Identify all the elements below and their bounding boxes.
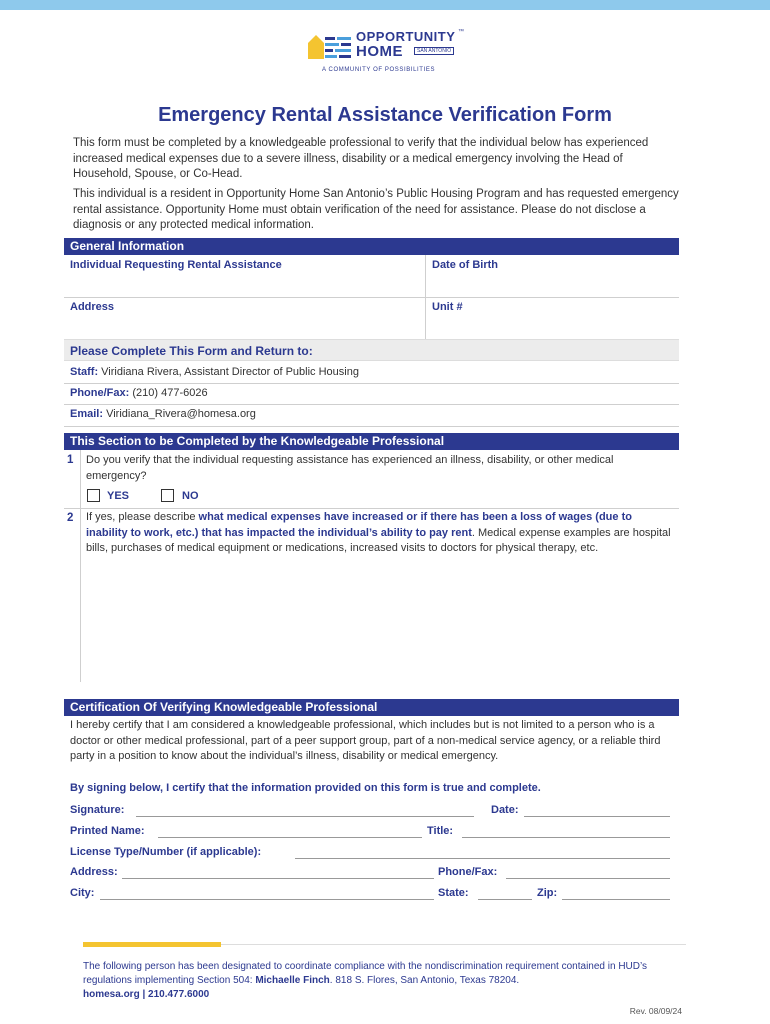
cert-phonefax-line[interactable] [506,878,670,879]
dob-label: Date of Birth [432,259,498,271]
email-row [70,408,256,420]
printed-name-label: Printed Name: [70,825,145,837]
row-divider [64,426,679,427]
address-label: Address [70,301,115,313]
yes-checkbox[interactable] [87,489,100,502]
state-label: State: [438,887,469,899]
logo-trademark: ™ [458,29,464,35]
footer-contact-name: Michaelle Finch [255,975,330,986]
q2-post: . Medical expense examples are hospital bills, purchases of medical equipment or medications, increased visits to doctors for physical therapy, etc. [86,526,671,554]
city-label: City: [70,887,95,899]
staff-value: Viridiana Rivera, Assistant Director of Public Housing [101,366,359,378]
cert-address-label: Address: [70,866,118,878]
row-divider [64,508,679,509]
date-label: Date: [491,804,519,816]
date-line[interactable] [524,816,670,817]
license-label: License Type/Number (if applicable): [70,846,262,858]
individual-label: Individual Requesting Rental Assistance [70,259,282,271]
cert-phonefax-label: Phone/Fax: [438,866,498,878]
row-divider [64,404,679,405]
intro-paragraph-2: This individual is a resident in Opportunity Home San Antonio’s Public Housing Program and has requested emergency rental assistance. Opportunity Home must obtain verification of the need for assistance. Please do not disclose a diagnosis or any protected medical information. [73,188,679,231]
logo-tagline: A COMMUNITY OF POSSIBILITIES [322,67,436,73]
form-title: Emergency Rental Assistance Verification Form [158,104,612,126]
footer-contact-address: . 818 S. Flores, San Antonio, Texas 78204. [329,975,520,986]
question-2-number: 2 [67,512,74,524]
footer-website-phone[interactable]: homesa.org | 210.477.6000 [83,989,210,1000]
no-label: NO [182,490,199,502]
certification-text: I hereby certify that I am considered a knowledgeable professional, which includes but is not limited to a person who is a doctor or other medical professional, part of a peer support group, part of a non-medical service agency, or a reliable third party in a position to know about the individual’s illness, disability or medical emergency. [70,719,661,762]
printed-name-line[interactable] [158,837,422,838]
phone-label: Phone/Fax: [70,387,130,399]
yes-label: YES [107,490,130,502]
certification-header: Certification Of Verifying Knowledgeable Professional [64,699,679,716]
logo-san-antonio: SAN ANTONIO [414,47,454,55]
footer-nondiscrimination [83,960,683,988]
q2-pre: If yes, please describe [86,511,199,523]
cert-address-line[interactable] [122,878,434,879]
top-accent-bar [0,0,770,10]
revision-date: Rev. 08/09/24 [629,1006,682,1016]
unit-input[interactable] [428,314,678,338]
footer-rule [221,944,686,945]
question-2-text [86,510,676,557]
house-logo-icon [306,31,354,61]
city-line[interactable] [100,899,434,900]
email-value[interactable]: Viridiana_Rivera@homesa.org [106,408,256,420]
no-checkbox[interactable] [161,489,174,502]
row-divider [64,297,679,298]
signature-label: Signature: [70,804,125,816]
question-2-response-area[interactable] [86,575,678,680]
individual-input[interactable] [64,272,424,296]
phone-value: (210) 477-6026 [132,387,208,399]
title-label: Title: [427,825,454,837]
zip-line[interactable] [562,899,670,900]
footer-line1: The following person has been designated to coordinate compliance with the nondiscrimination requirement contained in HUD’s regulations implementing Section 504: [83,961,648,986]
question-divider [80,450,81,682]
professional-header: This Section to be Completed by the Knowledgeable Professional [64,433,679,450]
q2-bold: what medical expenses have increased or if there has been a loss of wages (due to inability to work, etc.) that has impacted the individual’s ability to pay rent [86,511,632,539]
license-line[interactable] [295,858,670,859]
intro-paragraph-1: This form must be completed by a knowledgeable professional to verify that the individual below has experienced increased medical expenses due to a severe illness, disability or a medical emergency involving the Head of Household, Spouse, or Co-Head. [73,137,649,180]
footer-accent-bar [83,942,221,947]
question-1-text: Do you verify that the individual requesting assistance has experienced an illness, disability, or other medical emergency? [86,454,614,482]
state-line[interactable] [478,899,532,900]
signature-line[interactable] [136,816,474,817]
logo-word-opportunity: OPPORTUNITY [356,29,456,44]
logo-word-home: HOME [356,43,403,60]
general-info-header: General Information [64,238,679,255]
unit-label: Unit # [432,301,463,313]
opportunity-home-logo [306,27,466,77]
row-divider [64,383,679,384]
question-1-number: 1 [67,454,74,466]
zip-label: Zip: [537,887,558,899]
certification-statement: By signing below, I certify that the information provided on this form is true and complete. [70,782,541,794]
staff-label: Staff: [70,366,99,378]
return-to-header: Please Complete This Form and Return to: [64,339,679,361]
address-input[interactable] [64,314,424,338]
title-line[interactable] [462,837,670,838]
staff-row [70,366,359,378]
email-label: Email: [70,408,104,420]
dob-input[interactable] [428,272,678,296]
phone-row [70,387,208,399]
